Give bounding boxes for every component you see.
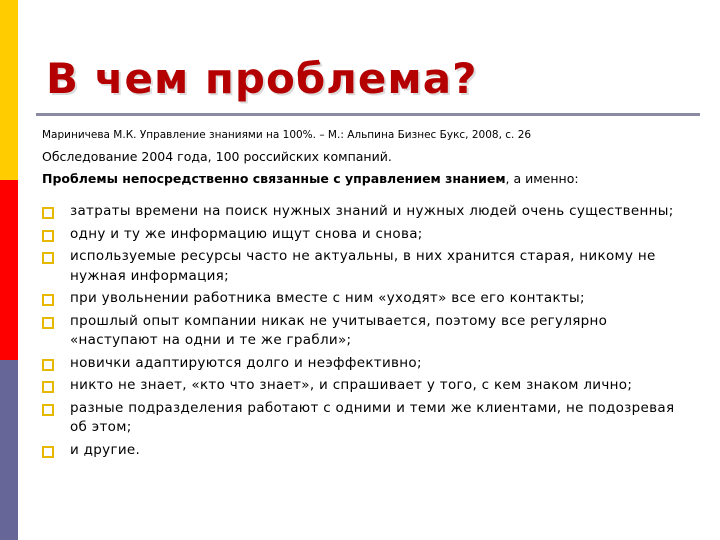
square-bullet-icon	[42, 359, 54, 371]
survey-line: Обследование 2004 года, 100 российских компаний.	[42, 149, 392, 164]
problem-list-item	[42, 289, 692, 309]
title-underline	[36, 113, 700, 116]
problem-text: новички адаптируются долго и неэффективно;	[70, 354, 422, 371]
square-bullet-icon	[42, 230, 54, 242]
problem-list-item	[42, 376, 692, 396]
square-bullet-icon	[42, 446, 54, 458]
problem-list-item	[42, 399, 692, 438]
slide-content	[42, 127, 692, 463]
square-bullet-icon	[42, 294, 54, 306]
problems-intro-rest: , а именно:	[505, 171, 579, 186]
problem-list-item	[42, 202, 692, 222]
square-bullet-icon	[42, 381, 54, 393]
problem-list	[42, 202, 692, 460]
problem-text: никто не знает, «кто что знает», и спрашивает у того, с кем знаком лично;	[70, 377, 633, 393]
square-bullet-icon	[42, 404, 54, 416]
problem-text: прошлый опыт компании никак не учитывается, поэтому все регулярно «наступают на одни и те же грабли»;	[70, 312, 608, 348]
problems-intro-bold: Проблемы непосредственно связанные с управлением знанием	[42, 171, 506, 186]
slide-title: В чем проблема?	[46, 54, 478, 103]
problem-text: одну и ту же информацию ищут снова и снова;	[70, 225, 423, 242]
problem-text: затраты времени на поиск нужных знаний и нужных людей очень существенны;	[70, 203, 674, 219]
side-stripe-blue	[0, 360, 18, 540]
citation: Мариничева М.К. Управление знаниями на 100%. – М.: Альпина Бизнес Букс, 2008, с. 26	[42, 129, 532, 141]
problem-list-item	[42, 247, 692, 286]
problem-text: используемые ресурсы часто не актуальны, в них хранится старая, никому не нужная информация;	[70, 248, 656, 284]
side-stripe-yellow	[0, 0, 18, 180]
problem-list-item	[42, 225, 692, 245]
problem-list-item	[42, 441, 692, 461]
square-bullet-icon	[42, 207, 54, 219]
problem-list-item	[42, 312, 692, 351]
problem-text: разные подразделения работают с одними и теми же клиентами, не подозревая об этом;	[70, 399, 675, 435]
square-bullet-icon	[42, 252, 54, 264]
square-bullet-icon	[42, 317, 54, 329]
problem-list-item	[42, 354, 692, 374]
problems-intro	[42, 170, 692, 188]
side-stripe-red	[0, 180, 18, 360]
problem-text: и другие.	[70, 441, 141, 458]
problem-text: при увольнении работника вместе с ним «уходят» все его контакты;	[70, 290, 585, 306]
